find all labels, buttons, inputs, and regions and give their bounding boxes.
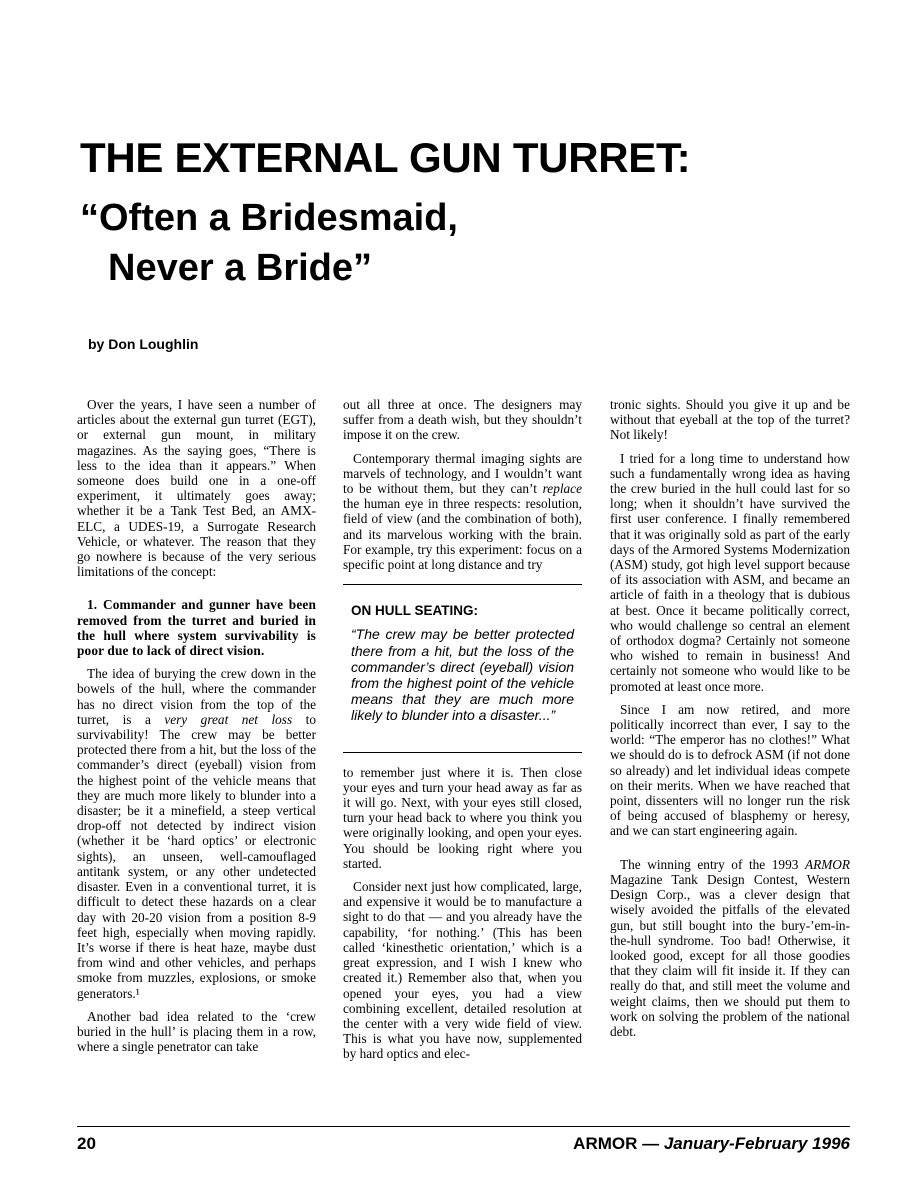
paragraph: out all three at once. The designers may suffer from a death wish, but they shouldn’t impose it on the crew. bbox=[343, 397, 582, 443]
footer-rule bbox=[77, 1126, 850, 1127]
numbered-point-1: 1. Commander and gunner have been removed from the turret and buried in the hull where system survivability is poor due to lack of direct vision. bbox=[77, 597, 316, 659]
paragraph bbox=[610, 857, 850, 1039]
text-run: Magazine Tank Design Contest, Western Design Corp., was a clever design that wisely avoided the pitfalls of the elevated gun, but still bought into the bury-’em-in-the-hull syndrome. Too bad! Otherwise, it looked good, except for all those goodies that they claim will fit inside it. If they can really do that, and still meet the volume and weight claims, then we should put them to work on solving the problem of the national debt. bbox=[610, 871, 850, 1039]
paragraph bbox=[343, 451, 582, 573]
article-title: THE EXTERNAL GUN TURRET: bbox=[80, 134, 691, 181]
pull-quote-box bbox=[343, 584, 582, 752]
paragraph: Another bad idea related to the ‘crew buried in the hull’ is placing them in a row, where a single penetrator can take bbox=[77, 1008, 316, 1055]
pull-quote-text: “The crew may be better protected there from a hit, but the loss of the commander’s direct (eyeball) vision from the highest point of the vehicle means that they are much more likely to blunder into a disaster...” bbox=[351, 626, 574, 724]
issue-date: January-February 1996 bbox=[663, 1134, 850, 1153]
paragraph: Over the years, I have seen a number of articles about the external gun turret (EGT), or external gun mount, in military magazines. As the saying goes, “There is less to the idea than it appears.” When someone does build one in a one-off experiment, it ultimately goes away; whether it be a Tank Test Bed, an AMX-ELC, a UDES-19, a Surrogate Research Vehicle, or whatever. The reason that they go nowhere is because of the very serious limitations of the concept: bbox=[77, 397, 316, 580]
emphasis: replace bbox=[542, 481, 582, 497]
paragraph: Since I am now retired, and more politically incorrect than ever, I say to the world: “The emperor has no clothes!” What we should do is to defrock ASM (if not done so already) and let individual ideas compete on their merits. When we have reached that point, dissenters will no longer run the risk of being accused of blasphemy or heresy, and we can start engineering again. bbox=[610, 701, 850, 839]
text-run: to survivability! The crew may be better protected there from a hit, but the loss of the commander’s direct (eyeball) vision from the highest point of the vehicle means that they are much more likely to blunder into a disaster; be it a minefield, a steep vertical drop-off not detected by indirect vision (whether it be ‘hard optics’ or electronic sights), an unseen, well-camouflaged antitank system, or any other undetected disaster. Even in a conventional turret, it is difficult to detect these hazards on a clear day with 20-20 vision from a position 8-9 feet high, especially when moving rapidly. It’s worse if there is heat haze, maybe dust from wind and other vehicles, and perhaps smoke from muzzles, explosions, or smoke generators.¹ bbox=[77, 711, 316, 1001]
paragraph: tronic sights. Should you give it up and be without that eyeball at the top of the turret? Not likely! bbox=[610, 397, 850, 443]
article-subtitle-line1: “Often a Bridesmaid, bbox=[80, 197, 458, 239]
article-subtitle-line2: Never a Bride” bbox=[108, 247, 373, 289]
text-run: the human eye in three respects: resolution, field of view (and the combination of both), and its marvelous working with the brain. For example, try this experiment: focus on a specific point at long distance and try bbox=[343, 496, 582, 573]
column-1 bbox=[77, 397, 316, 1062]
paragraph: Consider next just how complicated, large, and expensive it would be to manufacture a sight to do that — and you already have the capability, ‘for nothing.’ (This has been called ‘kinesthetic orientation,’ which is a great expression, and I wish I knew who created it.) Remember also that, when you opened your eyes, you had a view combining excellent, detailed resolution at the center with a very wide field of view. This is what you have now, supplemented by hard optics and elec- bbox=[343, 879, 582, 1062]
byline: by Don Loughlin bbox=[88, 336, 199, 352]
emphasis: ARMOR bbox=[804, 856, 850, 872]
paragraph: I tried for a long time to understand how such a fundamentally wrong idea as having the crew buried in the hull could last for so long; when it shouldn’t have survived the first user conference. I finally remembered that it was originally sold as part of the early days of the Armored Systems Modernization (ASM) study, got high level support because of its association with ASM, and became an article of faith in a theology that is dubious at best. Once it became politically correct, who would challenge so central an element of orthodox dogma? Certainly not someone who wished to remain in business! And certainly not someone who would like to be promoted at least once more. bbox=[610, 450, 850, 694]
column-3 bbox=[610, 397, 850, 1047]
column-2 bbox=[343, 397, 582, 1070]
paragraph bbox=[77, 666, 316, 1000]
page-number: 20 bbox=[77, 1134, 96, 1153]
pull-quote-heading: ON HULL SEATING: bbox=[351, 603, 478, 619]
paragraph: to remember just where it is. Then close your eyes and turn your head away as far as it will go. Next, with your eyes still closed, turn your head back to where you think you were originally looking, and open your eyes. You should be looking right where you started. bbox=[343, 764, 582, 871]
text-run: Contemporary thermal imaging sights are marvels of technology, and I wouldn’t want to be without them, but they can’t bbox=[343, 450, 582, 497]
text-run: The idea of burying the crew down in the bowels of the hull, where the commander has no direct vision from the top of the turret, is a bbox=[77, 666, 316, 727]
running-footer bbox=[573, 1134, 850, 1154]
text-run: The winning entry of the 1993 bbox=[620, 856, 805, 872]
magazine-name: ARMOR — bbox=[573, 1134, 664, 1153]
emphasis: very great net loss bbox=[164, 711, 293, 727]
